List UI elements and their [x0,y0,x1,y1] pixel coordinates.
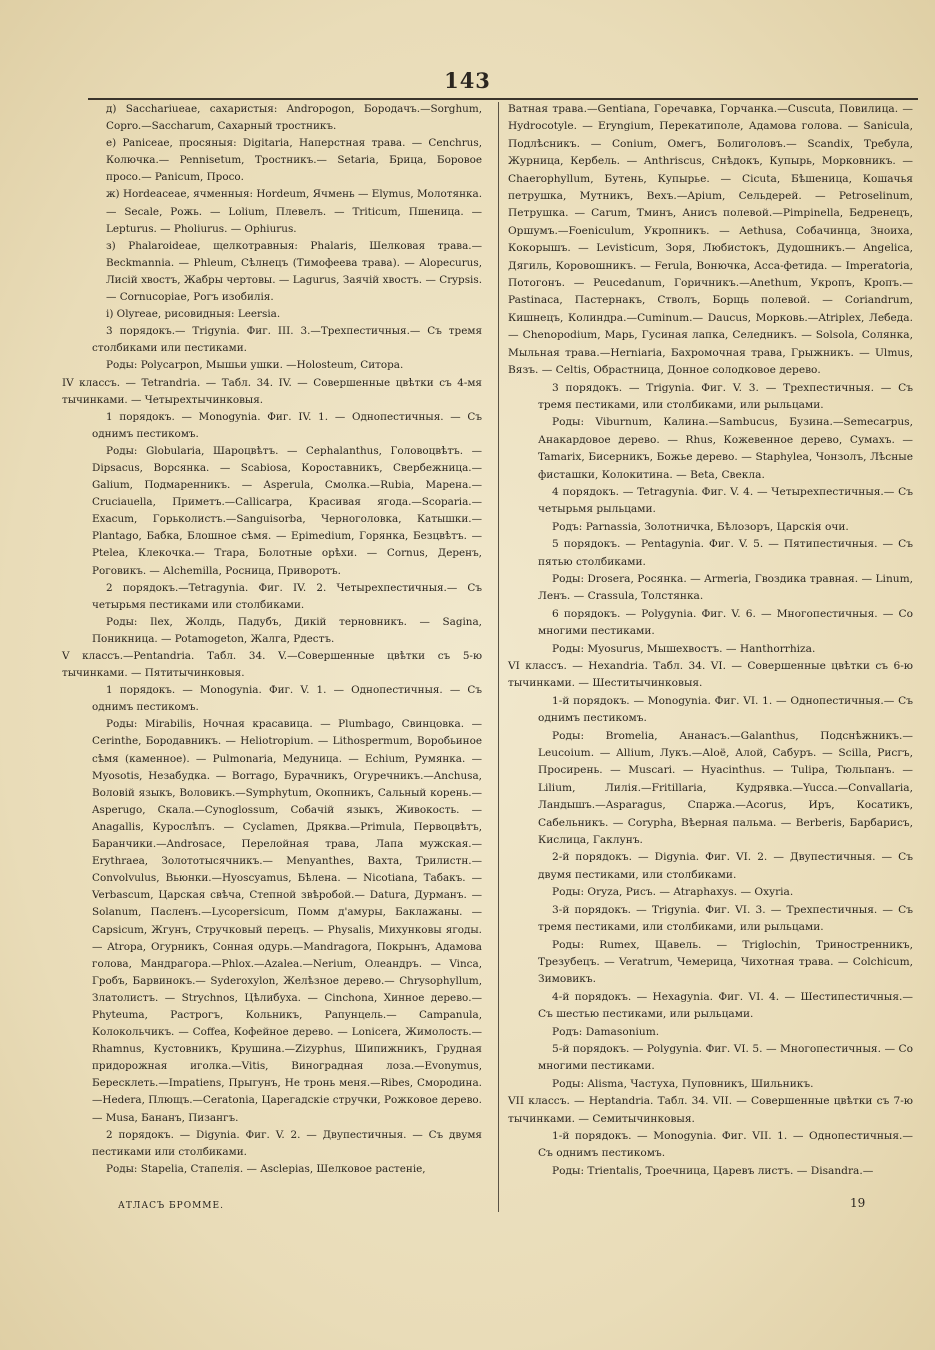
paragraph: Роды: Mirabilis, Ночная красавица. — Plumbago, Свинцовка. — Cerinthe, Бородавникъ. — Heliotropium. — Lithospermum, Воробьиное сѣмя (каменное). — Pulmonaria, Медуница. — Echium, Румянка. — Myosotis, Незабудка. — Borrago, Бурачникъ, Огуречникъ.—Anchusa, Воловій языкъ, Воловикъ.—Symphytum, Окопникъ, Сальный корень.—Asperugo, Скала.—Cynoglossum, Собачій языкъ, Живокость. — Anagallis, Курослѣпъ. — Cyclamen, Дряква.—Primula, Первоцвѣтъ, Баранчики.—Androsace, Перелойная трава, Лапа мужская.—Erythraea, Золототысячникъ.— Menyanthes, Вахта, Трилистн.— Convolvulus, Вьюнки.—Hyoscyamus, Бѣлена. — Nicotiana, Табакъ. — Verbascum, Царская свѣча, Степной звѣробой.— Datura, Дурманъ. — Solanum, Пасленъ.—Lycopersicum, Помм д'амуры, Баклажаны. — Capsicum, Жгунъ, Стручковый перецъ. — Physalis, Михунковы ягоды. — Atropa, Огурникъ, Сонная одурь.—Mandragora, Покрынъ, Адамова голова, Мандрагора.—Phlox.—Azalea.—Nerium, Олеандръ. — Vinca, Гробъ, Барвинокъ.— Syderoxylon, Желѣзное дерево.— Chrysophyllum, Златолистъ. — Strychnos, Цѣлибуха. — Cinchona, Хинное дерево.— Phyteuma, Растрогъ, Кольникъ, Рапунцель.— Campanula, Колокольчикъ. — Coffea, Кофейное дерево. — Lonicera, Жимолость.—Rhamnus, Кустовникъ, Крушина.—Zizyphus, Шипижникъ, Грудная придорожная иголка.—Vitis, Виноградная лоза.—Evonymus, Бересклеть.—Impatiens, Прыгунъ, Не тронь меня.—Ribes, Смородина.—Hedera, Плющъ.—Ceratonia, Царегадскіе стручки, Рожковое дерево. — Musa, Бананъ, Пизангъ. [92,718,482,1124]
paragraph: Роды: Rumex, Щавель. — Triglochin, Триностренникъ, Трезубецъ. — Veratrum, Чемерица, Чихотная трава. — Colchicum, Зимовикъ. [538,938,913,986]
class-heading: V классъ.—Pentandria. Табл. 34. V.—Совершенные цвѣтки съ 5-ю тычинками. — Пятитычинковыя. [62,650,482,680]
paragraph: 4-й порядокъ. — Hexagynia. Фиг. VI. 4. — Шестипестичныя.— Съ шестью пестиками, или рыльцами. [538,990,913,1021]
paragraph: 1 порядокъ. — Monogynia. Фиг. V. 1. — Однопестичныя. — Съ однимъ пестикомъ. [92,684,482,714]
paragraph: 5 порядокъ. — Pentagynia. Фиг. V. 5. — Пятипестичныя. — Съ пятью столбиками. [538,538,913,568]
paragraph: Роды: Globularia, Шароцвѣтъ. — Cephalanthus, Головоцвѣтъ. — Dipsacus, Ворсянка. — Scabiosa, Короставникъ, Свербежница.— Galium, Подмаренникъ. — Asperula, Смолка.—Rubia, Марена.— Cruciauella, Приметъ.—Callicarpa, Красивая ягода.—Scoparia.— Exacum, Горьколистъ.—Sanguisorba, Черноголовка, Катышки.— Plantago, Бабка, Блошное сѣмя. — Epimedium, Горянка, Безцвѣтъ. — Ptelea, Клекочка.— Trapa, Болотные орѣхи. — Cornus, Деренъ, Роговикъ. — Alchemilla, Росница, Приворотъ. [92,444,482,577]
paragraph: i) Olyreae, рисовидныя: Leersia. [106,308,281,321]
paragraph: Родъ: Parnassia, Золотничка, Бѣлозоръ, Царскія очи. [552,520,849,533]
paragraph: 5-й порядокъ. — Polygynia. Фиг. VI. 5. — Многопестичныя. — Со многими пестиками. [538,1042,913,1073]
paragraph: Роды: Bromelia, Ананасъ.—Galanthus, Подснѣжникъ.—Leucoium. — Allium, Лукъ.—Aloë, Алой, Сабуръ. — Scilla, Рисгъ, Просирень. — Muscari. — Hyacinthus. — Tulipa, Тюльпанъ. — Lilium, Лилія.—Fritillaria, Кудрявка.—Yucca.—Convallaria, Ландышъ.—Asparagus, Спаржа.—Acorus, Иръ, Косатикъ, Сабельникъ. — Corypha, Вѣерная пальма. — Berberis, Барбарисъ, Кислица, Гаклунъ. [538,729,913,847]
class-heading: VII классъ. — Heptandria. Табл. 34. VII. — Совершенные цвѣтки съ 7-ю тычинками. — Семитычинковыя. [508,1095,913,1125]
paragraph: 3-й порядокъ. — Trigynia. Фиг. VI. 3. — Трехпестичныя. — Съ тремя пестиками, или столбиками, или рыльцами. [538,903,913,934]
paragraph: 1 порядокъ. — Monogynia. Фиг. IV. 1. — Однопестичныя. — Съ однимъ пестикомъ. [92,410,482,440]
paragraph: 1-й порядокъ. — Monogynia. Фиг. VI. 1. — Однопестичныя.— Съ однимъ пестикомъ. [538,694,913,725]
paragraph: Роды: Trientalis, Троечница, Царевъ листъ. — Disandra.— [552,1164,874,1177]
paragraph: ж) Hordeaceae, ячменныя: Hordeum, Ячмень — Elymus, Молотянка. — Secale, Рожь. — Lolium, Плевелъ. — Triticum, Пшеница. — Lepturus. — Pholiurus. — Ophiurus. [106,188,482,235]
page-number: 143 [444,68,491,93]
paragraph: Роды: Alisma, Частуха, Пуповникъ, Шильникъ. [552,1077,814,1090]
paragraph: е) Paniceae, просяныя: Digitaria, Наперстная трава. — Cenchrus, Колючка.— Pennisetum, Тростникъ.— Setaria, Брица, Боровое просо.— Panicum, Просо. [106,137,482,184]
column-divider [498,102,499,1212]
paragraph: 2-й порядокъ. — Digynia. Фиг. VI. 2. — Двупестичныя. — Съ двумя пестиками, или столбиками. [538,851,913,881]
footer-signature-number: 19 [850,1196,866,1210]
left-column [62,101,482,1178]
paragraph: Роды: Stapelia, Стапелія. — Asclepias, Шелковое растеніе, [106,1162,426,1175]
paragraph: Роды: Polycarpon, Мышьи ушки. —Holosteum, Ситора. [106,359,404,372]
paragraph: з) Phalaroideae, щелкотравныя: Phalaris, Шелковая трава.— Beckmannia. — Phleum, Сѣлнецъ (Тимофеева трава). — Alopecurus, Лисій хвостъ, Жабры чертовы. — Lagurus, Заячій хвостъ. — Crypsis. — Cornucopiae, Рогъ изобилія. [106,239,482,304]
paragraph: 2 порядокъ. — Digynia. Фиг. V. 2. — Двупестичныя. — Съ двумя пестиками или столбиками. [92,1128,482,1158]
paragraph: Ватная трава.—Gentiana, Горечавка, Горчанка.—Cuscuta, Повилица. — Hydrocotyle. — Eryngium, Перекатиполе, Адамова голова. — Sanicula, Подлѣсникъ. — Conium, Омегъ, Болиголовъ.— Scandix, Требула, Журница, Кербель. — Anthriscus, Снѣдокъ, Купырь, Морковникъ. — Chaerophyllum, Бутень, Купырье. — Cicuta, Бѣшеница, Кошачья петрушка, Мутникъ, Вехъ.—Apium, Сельдерей. — Petroselinum, Петрушка. — Carum, Тминъ, Анисъ полевой.—Pimpinella, Бедренецъ, Оршумъ.—Foeniculum, Укропникъ. — Aethusa, Собачинца, Зноиха, Кокорышъ. — Levisticum, Зоря, Любистокъ, Дудошникъ.— Angelica, Дягиль, Коровошникъ. — Ferula, Вонючка, Асса-фетида. — Imperatoria, Потогонъ. — Peucedanum, Горичникъ.—Anethum, Укропъ, Кропъ.—Pastinaca, Пастернакъ, Стволъ, Борщь полевой. — Coriandrum, Кишнецъ, Колиндра.—Cuminum.— Daucus, Морковь.—Atriplex, Лебеда.— Chenopodium, Марь, Гусиная лапка, Селедникъ. — Solsola, Солянка, Мыльная трава.—Herniaria, Бахромочная трава, Грыжникъ. — Ulmus, Вязъ. — Celtis, Обрастница, Донное солодковое дерево. [508,103,913,377]
class-heading: IV классъ. — Tetrandria. — Табл. 34. IV. — Совершенные цвѣтки съ 4-мя тычинками. — Четырехтычинковыя. [62,376,482,406]
paragraph: 1-й порядокъ. — Monogynia. Фиг. VII. 1. — Однопестичныя.— Съ однимъ пестикомъ. [538,1129,913,1160]
header-rule [88,98,918,100]
paragraph: Роды: Viburnum, Калина.—Sambucus, Бузина.—Semecarpus, Анакардовое дерево. — Rhus, Кожевенное дерево, Сумахъ. — Tamarix, Бисерникъ, Божье дерево. — Staphylea, Чонзолъ, Лѣсные фисташки, Колокитина. — Beta, Свекла. [538,416,913,481]
class-heading: VI классъ. — Hexandria. Табл. 34. VI. — Совершенные цвѣтки съ 6-ю тычинками. — Шеститычинковыя. [508,660,913,690]
paragraph: 4 порядокъ. — Tetragynia. Фиг. V. 4. — Четырехпестичныя.— Съ четырьмя рыльцами. [538,485,913,516]
right-column [508,101,913,1180]
paragraph: Роды: Oryza, Рисъ. — Atraphaxys. — Oxyria. [552,886,794,899]
paragraph: Родъ: Damasonium. [552,1025,660,1038]
footer-publisher: АТЛАСЪ БРОММЕ. [118,1201,224,1211]
paragraph: Роды: Ilex, Жолдь, Падубъ, Дикій терновникъ. — Sagina, Поникница. — Potamogeton, Жалга, Рдестъ. [92,615,482,645]
paragraph: д) Sacchariueae, сахаристыя: Andropogon, Бородачъ.—Sorghum, Copro.—Saccharum, Сахарный тростникъ. [106,103,482,133]
paragraph: 3 порядокъ. — Trigynia. Фиг. V. 3. — Трехпестичныя. — Съ тремя пестиками, или столбиками, или рыльцами. [538,381,913,411]
paragraph: 6 порядокъ. — Polygynia. Фиг. V. 6. — Многопестичныя. — Со многими пестиками. [538,607,913,638]
paragraph: Роды: Myosurus, Мышехвостъ. — Hanthorrhiza. [552,642,816,655]
paragraph: Роды: Drosera, Росянка. — Armeria, Гвоздика травная. — Linum, Ленъ. — Crassula, Толстянка. [538,572,913,603]
paragraph: 2 порядокъ.—Tetragynia. Фиг. IV. 2. Четырехпестичныя.— Съ четырьмя пестиками или столбиками. [92,581,482,611]
paragraph: 3 порядокъ.— Trigynia. Фиг. III. 3.—Трехпестичныя.— Съ тремя столбиками или пестиками. [92,325,482,355]
